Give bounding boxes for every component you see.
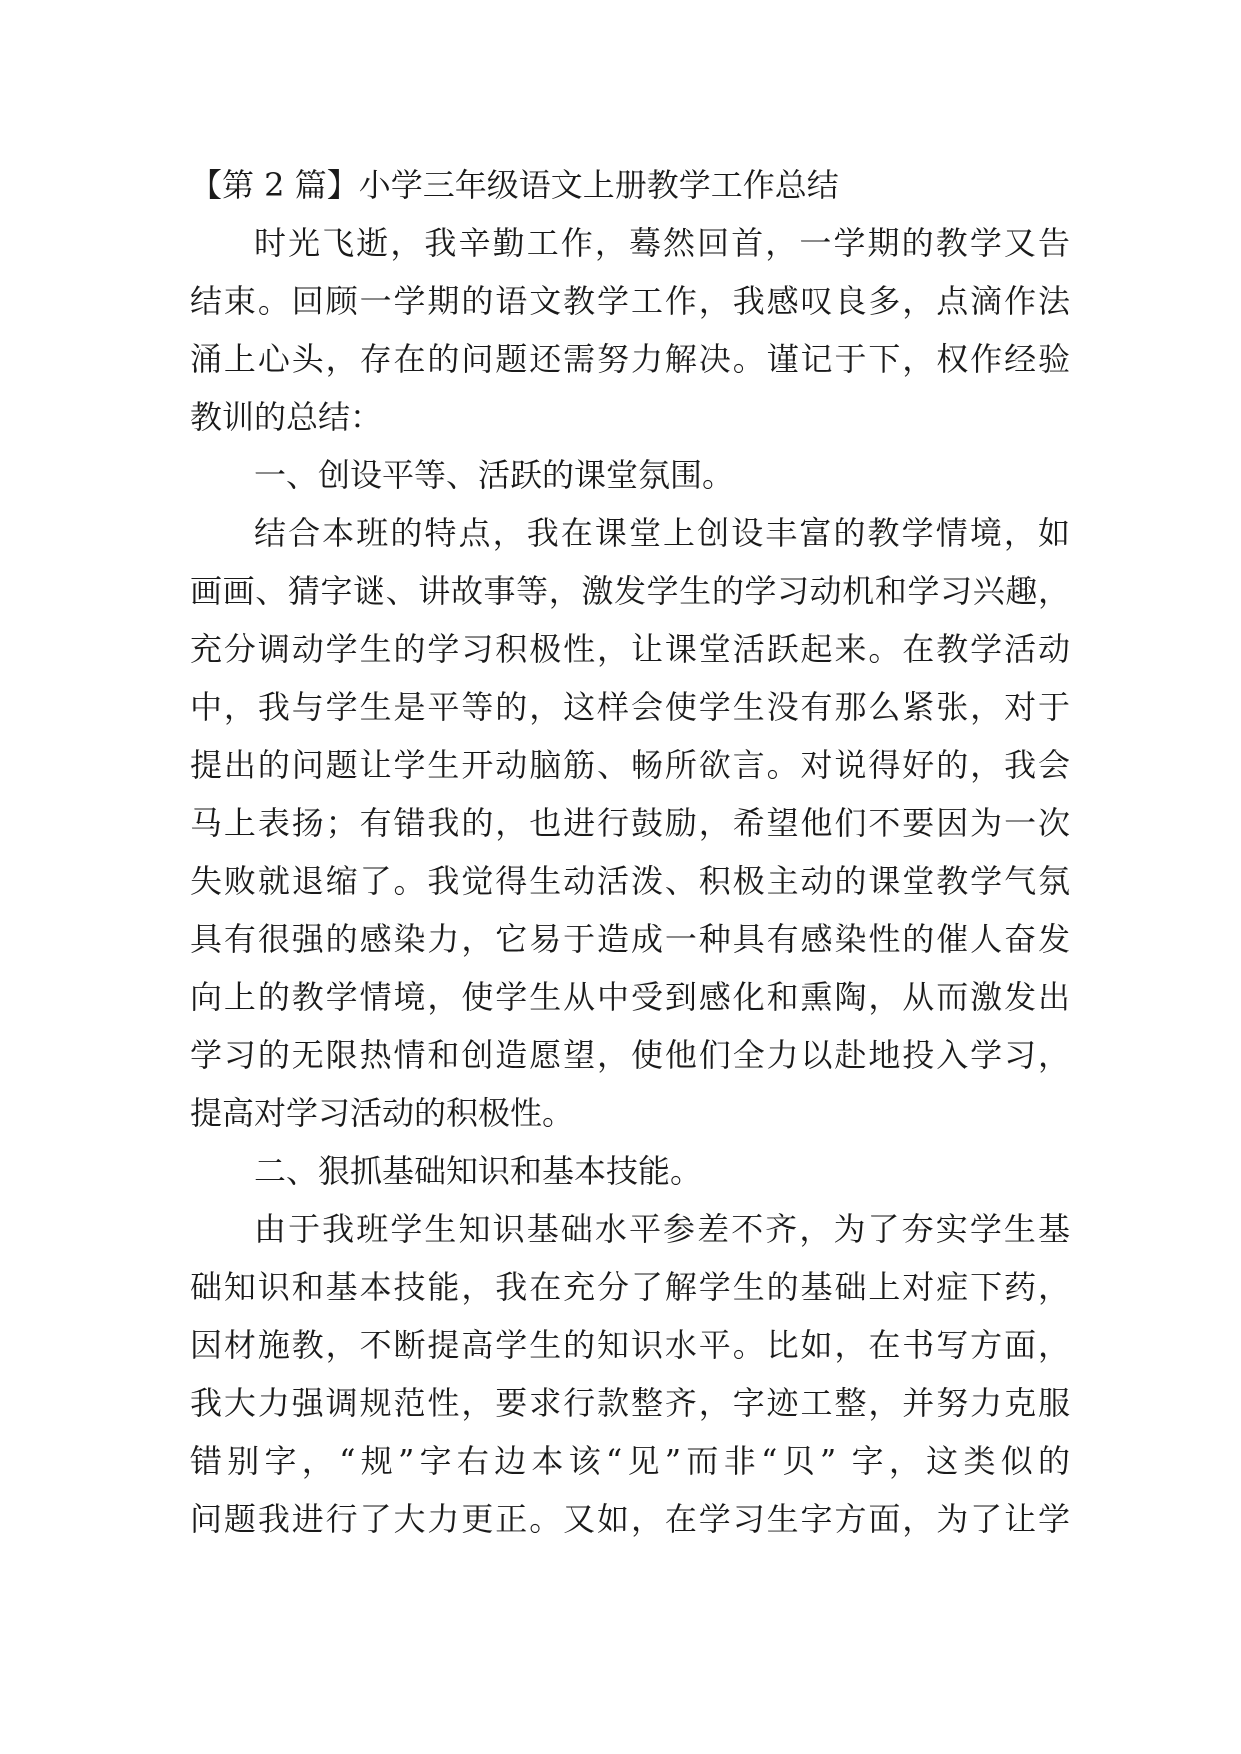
paragraph-line: 由于我班学生知识基础水平参差不齐，为了夯实学生基 — [254, 1210, 1070, 1248]
paragraph-line: 因材施教，不断提高学生的知识水平。比如，在书写方面， — [190, 1326, 1070, 1364]
paragraph-line: 结束。回顾一学期的语文教学工作，我感叹良多，点滴作法 — [190, 282, 1070, 320]
paragraph-line: 础知识和基本技能，我在充分了解学生的基础上对症下药， — [190, 1268, 1070, 1306]
paragraph-line: 涌上心头，存在的问题还需努力解决。谨记于下，权作经验 — [190, 340, 1070, 378]
section-heading: 二、狠抓基础知识和基本技能。 — [254, 1152, 703, 1190]
paragraph-line: 马上表扬；有错我的，也进行鼓励，希望他们不要因为一次 — [190, 804, 1070, 842]
paragraph-line: 提出的问题让学生开动脑筋、畅所欲言。对说得好的，我会 — [190, 746, 1070, 784]
paragraph-line: 充分调动学生的学习积极性，让课堂活跃起来。在教学活动 — [190, 630, 1070, 668]
paragraph-line: 结合本班的特点，我在课堂上创设丰富的教学情境，如 — [254, 514, 1070, 552]
paragraph-line: 画画、猜字谜、讲故事等，激发学生的学习动机和学习兴趣， — [190, 572, 1070, 610]
paragraph-line: 教训的总结： — [190, 398, 383, 436]
paragraph-line: 提高对学习活动的积极性。 — [190, 1094, 575, 1132]
paragraph-line: 学习的无限热情和创造愿望，使他们全力以赴地投入学习， — [190, 1036, 1070, 1074]
paragraph-line: 中，我与学生是平等的，这样会使学生没有那么紧张，对于 — [190, 688, 1070, 726]
paragraph-line: 时光飞逝，我辛勤工作，蓦然回首，一学期的教学又告 — [254, 224, 1070, 262]
paragraph-line: 具有很强的感染力，它易于造成一种具有感染性的催人奋发 — [190, 920, 1070, 958]
paragraph-line: 向上的教学情境，使学生从中受到感化和熏陶，从而激发出 — [190, 978, 1070, 1016]
document-title: 【第 2 篇】小学三年级语文上册教学工作总结 — [190, 166, 839, 204]
paragraph-line: 失败就退缩了。我觉得生动活泼、积极主动的课堂教学气氛 — [190, 862, 1070, 900]
paragraph-line: 问题我进行了大力更正。又如，在学习生字方面，为了让学 — [190, 1500, 1070, 1538]
paragraph-line: 错别字，“规”字右边本该“见”而非“贝” 字，这类似的 — [190, 1442, 1070, 1480]
paragraph-line: 我大力强调规范性，要求行款整齐，字迹工整，并努力克服 — [190, 1384, 1070, 1422]
section-heading: 一、创设平等、活跃的课堂氛围。 — [254, 456, 735, 494]
